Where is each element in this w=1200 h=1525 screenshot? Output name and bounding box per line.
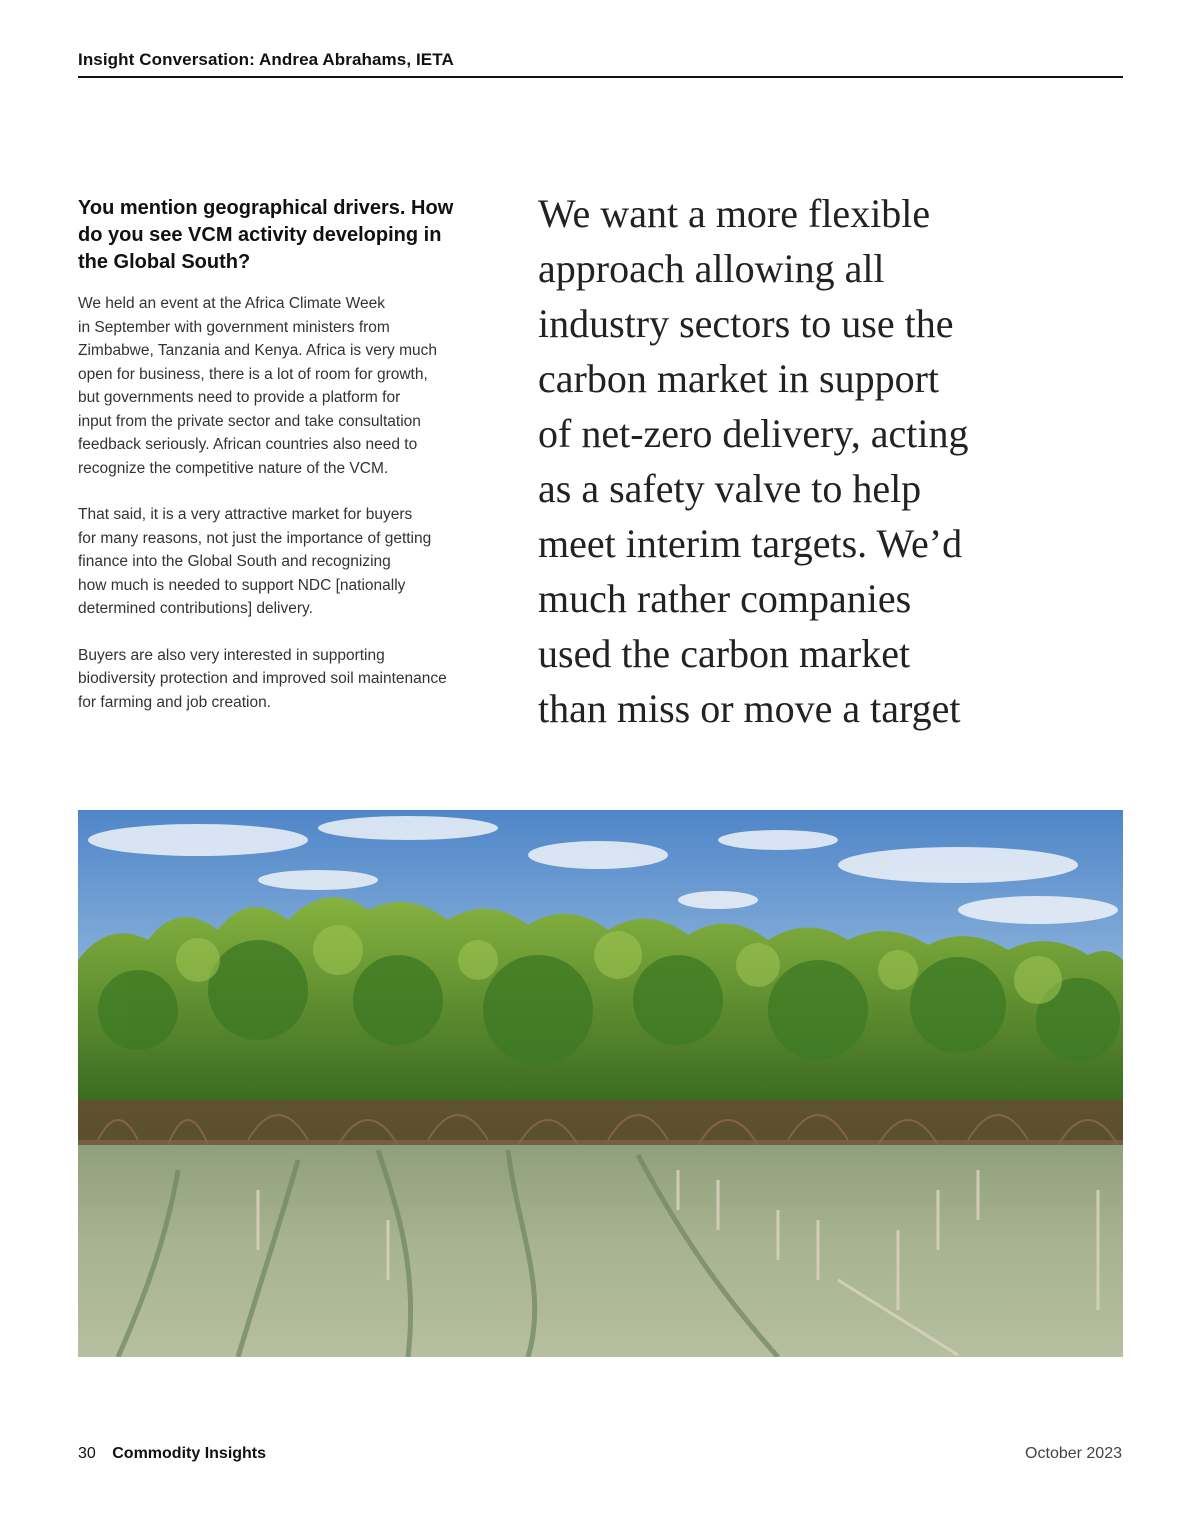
article-column <box>78 195 518 737</box>
answer-paragraph-1: We held an event at the Africa Climate Week in September with government ministers from Zimbabwe, Tanzania and Kenya. Africa is very much open for business, there is a lot of room for growth, but governments need to provide a platform for input from the private sector and take consultation feedback seriously. African countries also need to recognize the competitive nature of the VCM. <box>78 295 437 477</box>
publication-date: October 2023 <box>1025 1445 1122 1462</box>
publication-name: Commodity Insights <box>112 1445 267 1462</box>
answer-paragraph-3: Buyers are also very interested in supporting biodiversity protection and improved soil maintenance for farming and job creation. <box>78 646 447 711</box>
page-number: 30 <box>78 1445 96 1462</box>
mangrove-photo <box>78 810 1123 1357</box>
page-footer <box>78 1445 266 1463</box>
interview-question: You mention geographical drivers. How do you see VCM activity developing in the Global South? <box>78 197 454 273</box>
answer-paragraph-2: That said, it is a very attractive market for buyers for many reasons, not just the importance of getting finance into the Global South and recognizing how much is needed to support NDC [nationally determined contributions] delivery. <box>78 506 432 617</box>
mangrove-illustration <box>78 810 1123 1357</box>
running-header: Insight Conversation: Andrea Abrahams, IETA <box>78 50 454 69</box>
pull-quote: We want a more flexible approach allowing all industry sectors to use the carbon market in support of net-zero delivery, acting as a safety valve to help meet interim targets. We’d much rather companies used the carbon market than miss or move a target <box>538 191 969 731</box>
header-rule <box>78 76 1123 78</box>
